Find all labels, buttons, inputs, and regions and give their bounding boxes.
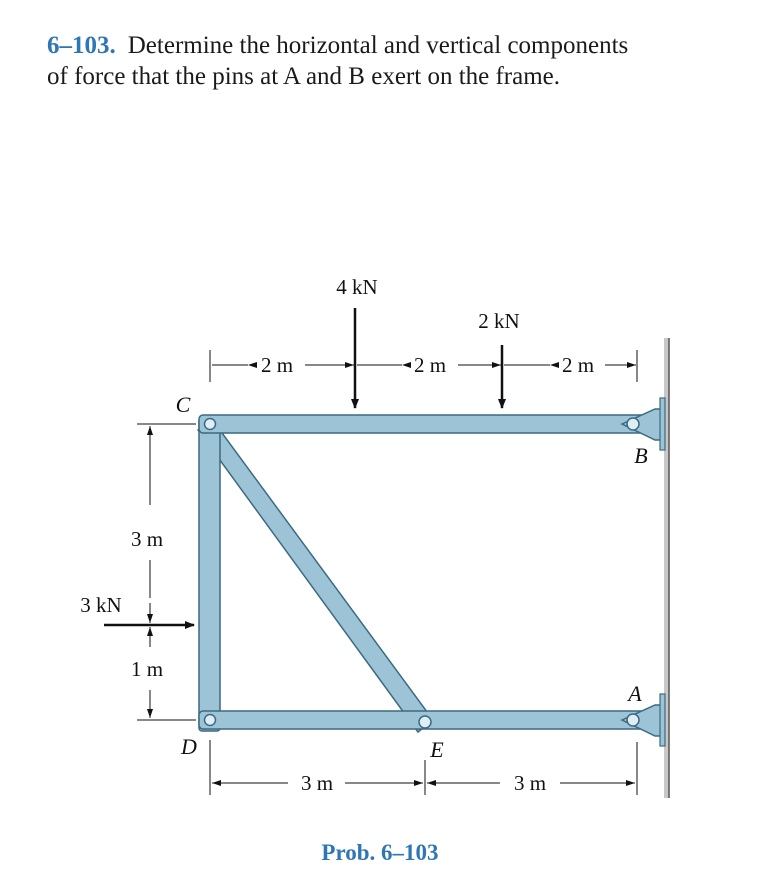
top-member-cb (199, 415, 645, 433)
pin-c (205, 419, 216, 430)
point-label-c: C (175, 392, 191, 417)
dim-top-2: 2 m (413, 353, 447, 377)
dim-left-lower: 1 m (130, 657, 164, 681)
pin-e (419, 716, 431, 728)
dim-left-upper: 3 m (130, 527, 164, 551)
diagonal-member-ce (198, 418, 433, 732)
problem-text-line2: of force that the pins at A and B exert on the frame. (47, 63, 561, 90)
point-label-b: B (634, 443, 648, 468)
point-label-a: A (628, 681, 642, 706)
vertical-member-cd (199, 418, 220, 731)
point-label-e: E (430, 737, 444, 762)
figure-caption: Prob. 6–103 (321, 840, 439, 865)
dim-bottom-1: 3 m (300, 771, 334, 795)
problem-text-line1: Determine the horizontal and vertical components (127, 32, 629, 59)
bottom-dimension-line (210, 740, 637, 795)
pin-d (205, 715, 216, 726)
point-label-d: D (181, 734, 197, 759)
dim-bottom-2: 3 m (513, 771, 547, 795)
frame-members (198, 415, 648, 732)
label-2kn: 2 kN (478, 309, 520, 333)
dim-top-1: 2 m (260, 353, 294, 377)
label-4kn: 4 kN (336, 275, 378, 299)
label-3kn: 3 kN (80, 593, 122, 617)
problem-number: 6–103. (47, 32, 116, 59)
dim-top-3: 2 m (561, 353, 595, 377)
